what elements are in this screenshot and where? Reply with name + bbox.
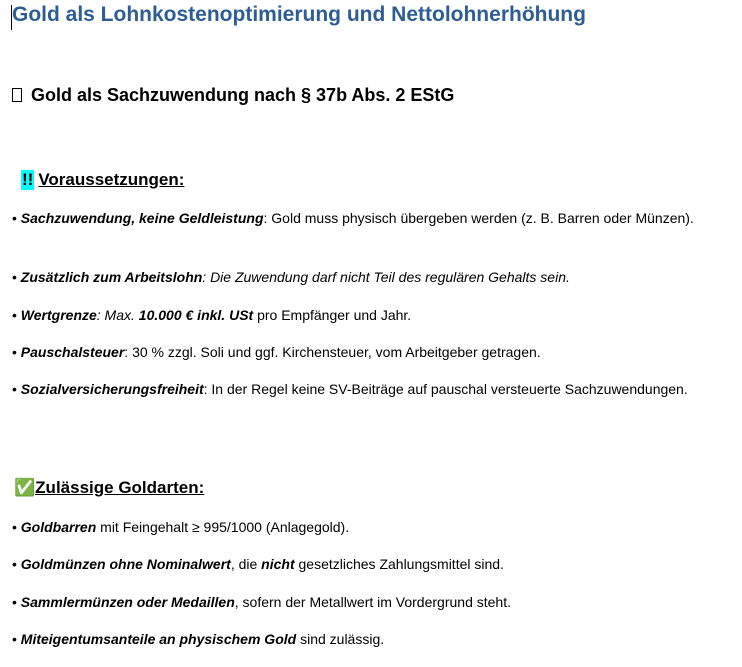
bullet: • — [12, 269, 21, 285]
item-term: Pauschalsteuer — [20, 344, 125, 360]
item-text: mit Feingehalt ≥ 995/1000 (Anlagegold). — [96, 519, 350, 535]
check-mark-icon: ✅ — [14, 478, 36, 497]
list-item — [12, 591, 712, 613]
item-colon: : Max. — [96, 307, 139, 323]
section-heading-text: Gold als Sachzuwendung nach § 37b Abs. 2 EStG — [31, 85, 455, 105]
item-mid: , die — [230, 556, 262, 572]
document-title: Gold als Lohnkostenoptimierung und Nettolohnerhöhung — [12, 3, 586, 26]
bullet: • — [12, 594, 21, 610]
list-item — [12, 628, 712, 650]
bullet: • — [12, 210, 21, 226]
bullet: • — [12, 344, 21, 360]
list-item — [12, 304, 712, 326]
item-text: : Gold muss physisch übergeben werden (z. B. Barren oder Münzen). — [263, 210, 694, 226]
list-item — [12, 516, 712, 538]
item-term: Sachzuwendung, keine Geldleistung — [20, 210, 264, 226]
prerequisites-heading-text: Voraussetzungen: — [38, 170, 185, 189]
item-term: Goldmünzen ohne Nominalwert — [20, 556, 231, 572]
list-item — [12, 378, 712, 400]
bullet: • — [12, 381, 21, 397]
item-text: : Die Zuwendung darf nicht Teil des regulären Gehalts sein. — [202, 269, 570, 285]
bullet: • — [12, 519, 21, 535]
item-text: , sofern der Metallwert im Vordergrund steht. — [234, 594, 511, 610]
item-term: Miteigentumsanteile an physischem Gold — [20, 631, 297, 647]
list-item — [12, 207, 712, 229]
list-item — [12, 553, 712, 575]
list-item — [12, 266, 712, 288]
item-text: gesetzliches Zahlungsmittel sind. — [294, 556, 504, 572]
bullet: • — [12, 556, 21, 572]
item-term: Sozialversicherungsfreiheit — [20, 381, 204, 397]
item-text: sind zulässig. — [296, 631, 385, 647]
section-heading — [12, 85, 454, 106]
item-bold-value: 10.000 € inkl. USt — [138, 307, 254, 323]
item-term: Zusätzlich zum Arbeitslohn — [20, 269, 203, 285]
bullet: • — [12, 307, 21, 323]
prerequisites-heading — [21, 170, 184, 190]
item-term: Goldbarren — [20, 519, 97, 535]
missing-glyph-icon — [12, 88, 22, 102]
item-term: Sammlermünzen oder Medaillen — [20, 594, 235, 610]
list-item — [12, 341, 712, 363]
gold-types-heading-text: Zulässige Goldarten: — [35, 478, 205, 497]
bullet: • — [12, 631, 21, 647]
double-exclamation-icon: !! — [22, 170, 34, 189]
gold-types-heading — [14, 478, 204, 498]
item-text: : 30 % zzgl. Soli und ggf. Kirchensteuer, vom Arbeitgeber getragen. — [124, 344, 541, 360]
item-emphasis: nicht — [261, 556, 295, 572]
item-term: Wertgrenze — [20, 307, 97, 323]
item-text: pro Empfänger und Jahr. — [253, 307, 412, 323]
item-text: : In der Regel keine SV-Beiträge auf pauschal versteuerte Sachzuwendungen. — [203, 381, 688, 397]
